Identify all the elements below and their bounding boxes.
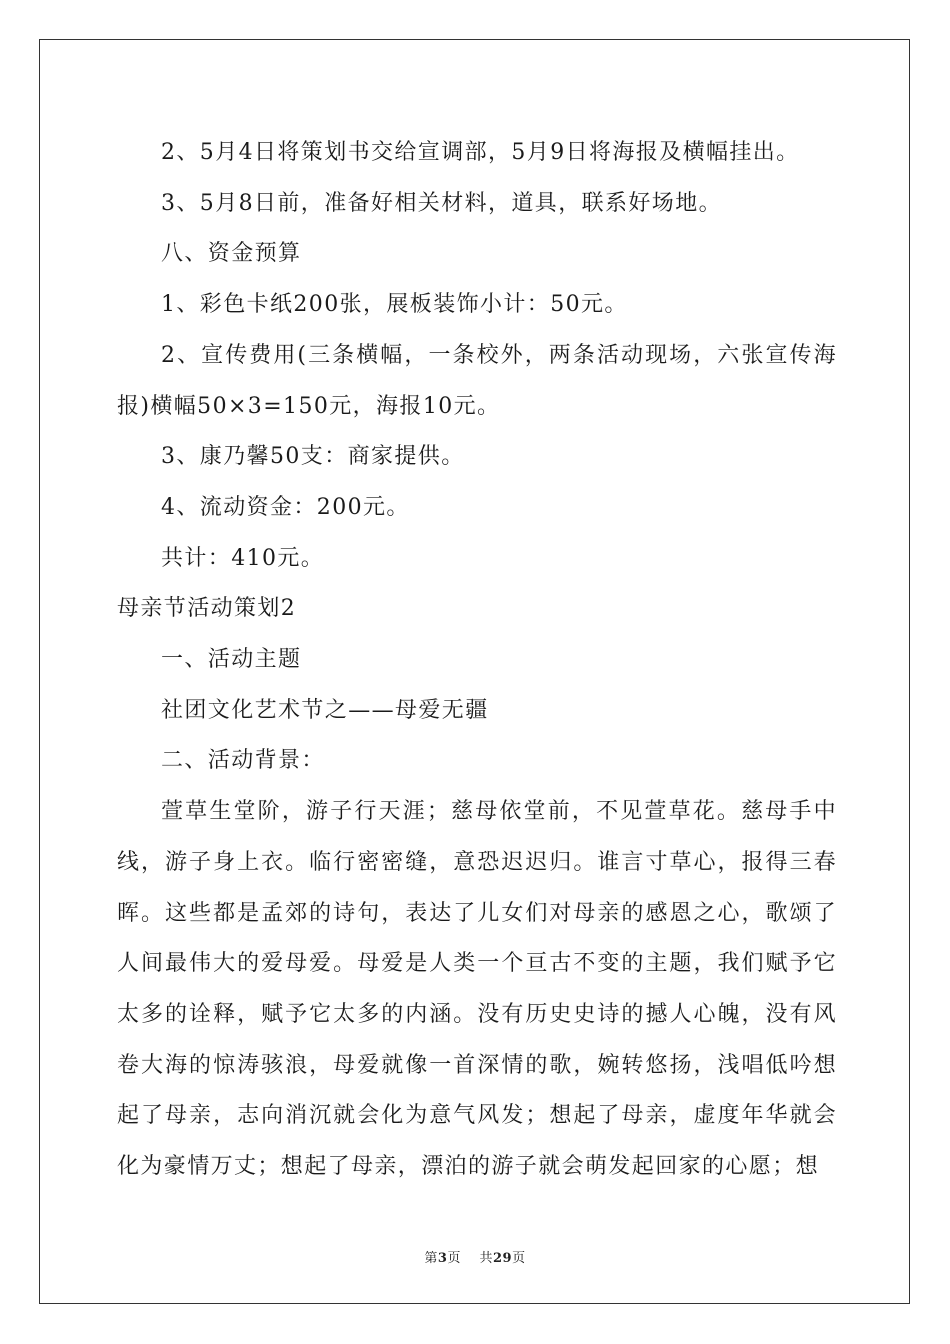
paragraph: 3、5月8日前，准备好相关材料，道具，联系好场地。 [161, 190, 722, 216]
page-prefix: 第 [424, 1251, 438, 1266]
section-heading: 一、活动主题 [161, 647, 302, 673]
paragraph: 2、5月4日将策划书交给宣调部，5月9日将海报及横幅挂出。 [161, 140, 800, 165]
paragraph: 3、康乃馨50支：商家提供。 [161, 444, 465, 470]
paragraph: 2、宣传费用(三条横幅，一条校外，两条活动现场，六张宣传海报)横幅50×3=150元，海报10元。 [117, 342, 837, 419]
total-prefix: 共 [479, 1251, 493, 1266]
paragraph: 社团文化艺术节之——母爱无疆 [161, 697, 489, 723]
total-page-count: 29 [493, 1251, 513, 1266]
section-heading: 二、活动背景： [161, 748, 325, 774]
current-page-number: 3 [437, 1251, 448, 1266]
paragraph: 1、彩色卡纸200张，展板装饰小计：50元。 [161, 292, 628, 318]
section-heading: 八、资金预算 [161, 241, 302, 267]
total-unit: 页 [512, 1251, 526, 1266]
paragraph: 萱草生堂阶，游子行天涯；慈母依堂前，不见萱草花。慈母手中线，游子身上衣。临行密密缝，意恐迟迟归。谁言寸草心，报得三春晖。这些都是孟郊的诗句，表达了儿女们对母亲的感恩之心，歌颂了人间最伟大的爱母爱。母爱是人类一个亘古不变的主题，我们赋予它太多的诠释，赋予它太多的内涵。没有历史史诗的撼人心魄，没有风卷大海的惊涛骇浪，母爱就像一首深情的歌，婉转悠扬，浅唱低吟想起了母亲，志向消沉就会化为意气风发；想起了母亲，虚度年华就会化为豪情万丈；想起了母亲，漂泊的游子就会萌发起回家的心愿；想 [117, 799, 837, 1180]
paragraph: 共计：410元。 [161, 545, 325, 571]
paragraph: 4、流动资金：200元。 [161, 494, 410, 520]
document-body [117, 128, 837, 1193]
document-title: 母亲节活动策划2 [117, 596, 297, 622]
page-footer [0, 1247, 950, 1266]
page-unit: 页 [447, 1251, 461, 1266]
